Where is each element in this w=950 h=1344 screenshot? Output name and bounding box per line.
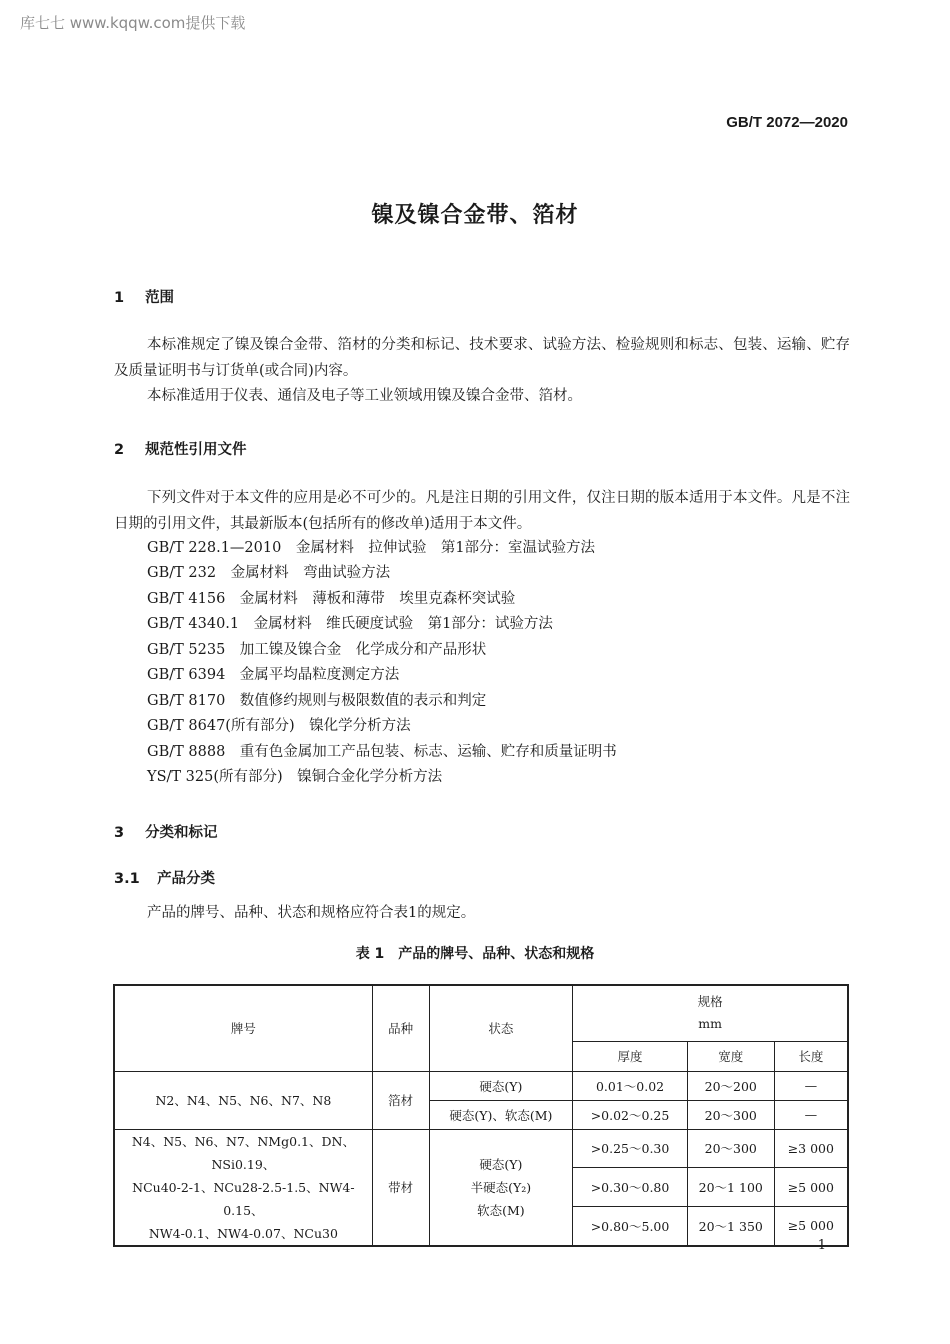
- normative-reference: GB/T 5235 加工镍及镍合金 化学成分和产品形状: [147, 642, 487, 658]
- state-line: 软态(M): [477, 1202, 525, 1218]
- section-3-heading: [114, 821, 218, 842]
- page-number: 1: [817, 1238, 826, 1253]
- thickness-cell: 0.01～0.02: [573, 1071, 688, 1100]
- header-width: 宽度: [687, 1041, 774, 1071]
- width-cell: 20～300: [687, 1129, 774, 1168]
- header-thickness: 厚度: [573, 1041, 688, 1071]
- table-row: [114, 1071, 848, 1100]
- width-cell: 20～200: [687, 1071, 774, 1100]
- header-variety: 品种: [372, 985, 429, 1071]
- state-cell: 硬态(Y): [429, 1071, 573, 1100]
- header-spec-label: 规格: [697, 994, 723, 1010]
- thickness-cell: >0.02～0.25: [573, 1100, 688, 1129]
- section-number: 1: [114, 290, 125, 306]
- grade-cell: [114, 1129, 372, 1246]
- width-cell: 20～1 100: [687, 1168, 774, 1207]
- state-line: 硬态(Y): [479, 1156, 523, 1172]
- thickness-cell: >0.30～0.80: [573, 1168, 688, 1207]
- section-number: 3: [114, 825, 125, 841]
- normative-reference: GB/T 232 金属材料 弯曲试验方法: [147, 565, 391, 581]
- width-cell: 20～1 350: [687, 1207, 774, 1246]
- normative-reference: GB/T 228.1—2010 金属材料 拉伸试验 第1部分：室温试验方法: [147, 540, 596, 556]
- length-cell: ≥5 000: [774, 1207, 848, 1246]
- normative-reference: YS/T 325(所有部分) 镍铜合金化学分析方法: [147, 769, 443, 785]
- normative-reference: GB/T 8647(所有部分) 镍化学分析方法: [147, 718, 411, 734]
- section-1-heading: [114, 286, 174, 307]
- length-cell: ≥3 000: [774, 1129, 848, 1168]
- watermark-text: 库七七 www.kqqw.com提供下载: [20, 14, 246, 32]
- length-cell: —: [774, 1071, 848, 1100]
- section-3-1-paragraph: 产品的牌号、品种、状态和规格应符合表1的规定。: [147, 905, 476, 921]
- normative-reference: GB/T 6394 金属平均晶粒度测定方法: [147, 667, 400, 683]
- normative-reference: GB/T 4156 金属材料 薄板和薄带 埃里克森杯突试验: [147, 591, 516, 607]
- section-number: 3.1: [114, 871, 140, 887]
- section-3-1-heading: [114, 867, 215, 888]
- variety-cell: 带材: [372, 1129, 429, 1246]
- length-cell: —: [774, 1100, 848, 1129]
- section-2-paragraph-1: 下列文件对于本文件的应用是必不可少的。凡是注日期的引用文件，仅注日期的版本适用于本文件。凡是不注日期的引用文件，其最新版本(包括所有的修改单)适用于本文件。: [114, 490, 850, 532]
- state-line: 半硬态(Y₂): [470, 1179, 532, 1195]
- normative-reference: GB/T 4340.1 金属材料 维氏硬度试验 第1部分：试验方法: [147, 616, 553, 632]
- section-title: 范围: [145, 290, 175, 306]
- variety-cell: 箔材: [372, 1071, 429, 1129]
- normative-reference: GB/T 8170 数值修约规则与极限数值的表示和判定: [147, 693, 487, 709]
- header-spec: [573, 985, 848, 1041]
- thickness-cell: >0.80～5.00: [573, 1207, 688, 1246]
- header-state: 状态: [429, 985, 573, 1071]
- width-cell: 20～300: [687, 1100, 774, 1129]
- section-2-heading: [114, 438, 247, 459]
- section-title: 分类和标记: [145, 825, 218, 841]
- table-header-row: [114, 985, 848, 1041]
- grade-line: N4、N5、N6、N7、NMg0.1、DN、NSi0.19、: [131, 1133, 355, 1172]
- spec-table: [113, 984, 849, 1247]
- table-caption: 表 1 产品的牌号、品种、状态和规格: [355, 946, 595, 962]
- normative-reference: GB/T 8888 重有色金属加工产品包装、标志、运输、贮存和质量证明书: [147, 744, 617, 760]
- header-spec-unit: mm: [698, 1016, 722, 1032]
- standard-number: GB/T 2072—2020: [726, 114, 848, 131]
- section-1-paragraph-1: 本标准规定了镍及镍合金带、箔材的分类和标记、技术要求、试验方法、检验规则和标志、包装、运输、贮存及质量证明书与订货单(或合同)内容。: [114, 337, 850, 379]
- state-cell: [429, 1129, 573, 1246]
- document-title: 镍及镍合金带、箔材: [371, 203, 579, 228]
- table-row: [114, 1129, 848, 1168]
- section-number: 2: [114, 442, 125, 458]
- grade-line: NW4-0.1、NW4-0.07、NCu30: [148, 1225, 338, 1241]
- state-cell: 硬态(Y)、软态(M): [429, 1100, 573, 1129]
- grade-cell: N2、N4、N5、N6、N7、N8: [114, 1071, 372, 1129]
- thickness-cell: >0.25～0.30: [573, 1129, 688, 1168]
- length-cell: ≥5 000: [774, 1168, 848, 1207]
- section-title: 规范性引用文件: [145, 442, 247, 458]
- section-1-paragraph-2: 本标准适用于仪表、通信及电子等工业领域用镍及镍合金带、箔材。: [147, 388, 582, 404]
- header-length: 长度: [774, 1041, 848, 1071]
- header-grade: 牌号: [114, 985, 372, 1071]
- section-title: 产品分类: [157, 871, 216, 887]
- grade-line: NCu40-2-1、NCu28-2.5-1.5、NW4-0.15、: [132, 1179, 355, 1218]
